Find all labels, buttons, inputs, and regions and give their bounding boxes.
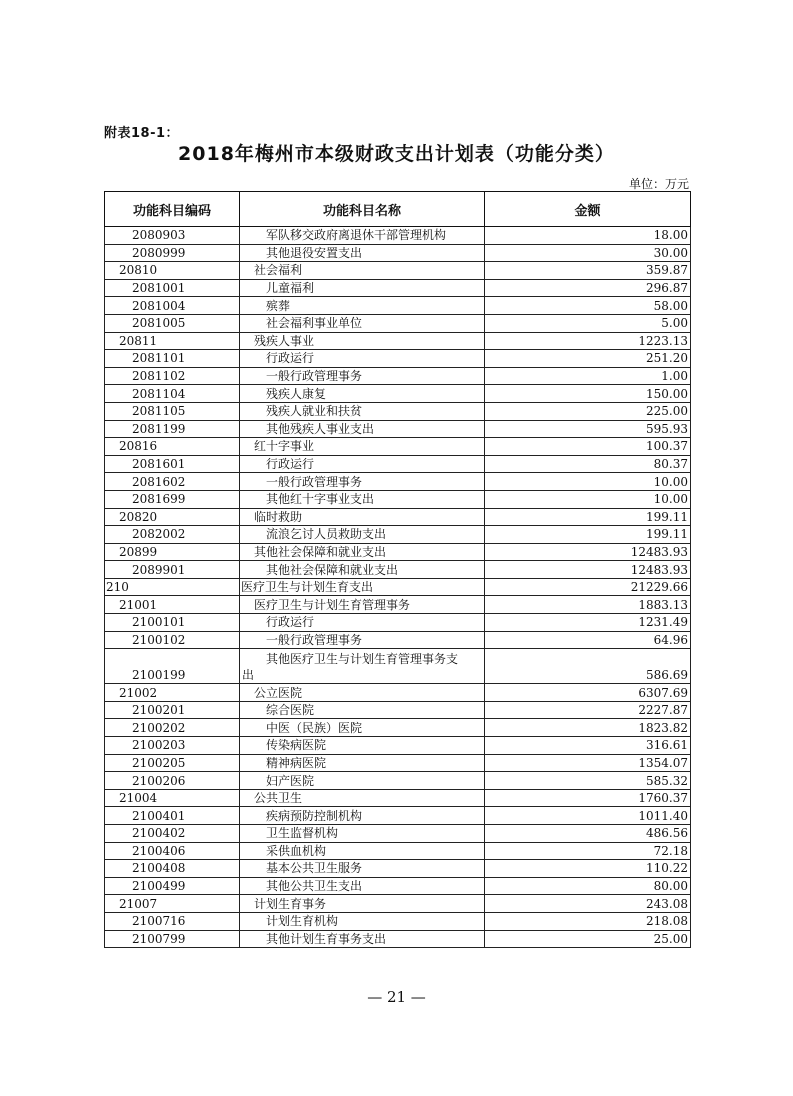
table-row [105,508,691,526]
cell-name: 精神病医院 [240,754,485,772]
table-row [105,877,691,895]
table-body [105,227,691,948]
cell-name: 其他红十字事业支出 [240,490,485,508]
cell-amount: 58.00 [485,297,691,315]
cell-code: 2100205 [105,754,240,772]
cell-code: 2082002 [105,526,240,544]
cell-amount: 80.37 [485,455,691,473]
cell-code: 2081602 [105,473,240,491]
cell-name: 行政运行 [240,455,485,473]
cell-name: 采供血机构 [240,842,485,860]
cell-name: 计划生育机构 [240,912,485,930]
table-row [105,912,691,930]
cell-amount: 10.00 [485,473,691,491]
cell-amount: 6307.69 [485,684,691,702]
cell-name: 医疗卫生与计划生育管理事务 [240,596,485,614]
cell-name-line2: 出 [242,668,255,683]
cell-code: 20899 [105,543,240,561]
cell-amount: 18.00 [485,227,691,245]
table-row [105,402,691,420]
cell-code: 2100101 [105,614,240,632]
cell-name: 基本公共卫生服务 [240,860,485,878]
table-row [105,279,691,297]
cell-amount: 316.61 [485,737,691,755]
cell-amount: 72.18 [485,842,691,860]
table-row [105,350,691,368]
cell-amount: 1354.07 [485,754,691,772]
cell-amount: 586.69 [485,649,691,684]
table-row [105,684,691,702]
cell-code: 2080903 [105,227,240,245]
cell-name: 综合医院 [240,701,485,719]
cell-code: 21004 [105,789,240,807]
table-row [105,526,691,544]
table-header [105,192,691,227]
table-row [105,543,691,561]
table-row [105,719,691,737]
cell-name: 残疾人康复 [240,385,485,403]
header-amount: 金额 [485,192,691,227]
table-row [105,227,691,245]
cell-amount: 199.11 [485,526,691,544]
cell-name: 军队移交政府离退休干部管理机构 [240,227,485,245]
cell-code: 2100402 [105,825,240,843]
cell-name: 一般行政管理事务 [240,367,485,385]
cell-name: 公立医院 [240,684,485,702]
cell-name: 医疗卫生与计划生育支出 [240,578,485,596]
cell-code: 2081601 [105,455,240,473]
cell-amount: 199.11 [485,508,691,526]
cell-code: 2080999 [105,244,240,262]
cell-code: 2100408 [105,860,240,878]
cell-name: 其他退役安置支出 [240,244,485,262]
cell-amount: 296.87 [485,279,691,297]
cell-name: 传染病医院 [240,737,485,755]
table-row [105,262,691,280]
cell-code: 210 [105,578,240,596]
cell-name: 残疾人事业 [240,332,485,350]
cell-code: 2100202 [105,719,240,737]
cell-name: 红十字事业 [240,438,485,456]
table-row [105,455,691,473]
cell-code: 2100799 [105,930,240,948]
cell-code: 2081101 [105,350,240,368]
table-row [105,438,691,456]
table-row [105,578,691,596]
table-row [105,473,691,491]
table-row [105,649,691,684]
table-row [105,895,691,913]
cell-code: 2081699 [105,490,240,508]
cell-code: 2100401 [105,807,240,825]
cell-code: 2081102 [105,367,240,385]
cell-amount: 359.87 [485,262,691,280]
cell-amount: 1760.37 [485,789,691,807]
table-row [105,244,691,262]
cell-amount: 21229.66 [485,578,691,596]
budget-table [104,191,691,948]
cell-code: 20810 [105,262,240,280]
cell-code: 21007 [105,895,240,913]
table-row [105,701,691,719]
cell-name: 一般行政管理事务 [240,473,485,491]
cell-name-line1: 其他医疗卫生与计划生育管理事务支 [266,652,459,667]
table-row [105,297,691,315]
table-row [105,860,691,878]
cell-amount: 486.56 [485,825,691,843]
cell-name: 公共卫生 [240,789,485,807]
table-row [105,490,691,508]
cell-name: 妇产医院 [240,772,485,790]
cell-name: 其他社会保障和就业支出 [240,561,485,579]
cell-name: 中医（民族）医院 [240,719,485,737]
cell-code: 21002 [105,684,240,702]
cell-amount: 243.08 [485,895,691,913]
cell-amount: 225.00 [485,402,691,420]
cell-amount: 251.20 [485,350,691,368]
cell-name: 其他社会保障和就业支出 [240,543,485,561]
cell-name: 行政运行 [240,350,485,368]
cell-code: 20811 [105,332,240,350]
cell-name: 社会福利 [240,262,485,280]
cell-code: 2081104 [105,385,240,403]
cell-name: 其他计划生育事务支出 [240,930,485,948]
header-name: 功能科目名称 [240,192,485,227]
page-number: — 21 — [367,988,426,1006]
cell-amount: 1883.13 [485,596,691,614]
table-row [105,596,691,614]
cell-name: 儿童福利 [240,279,485,297]
table-row [105,367,691,385]
cell-name: 社会福利事业单位 [240,314,485,332]
cell-name: 计划生育事务 [240,895,485,913]
table-row [105,737,691,755]
cell-name-wrapped [242,651,482,683]
cell-name: 卫生监督机构 [240,825,485,843]
cell-name: 流浪乞讨人员救助支出 [240,526,485,544]
unit-label: 单位：万元 [628,177,689,191]
cell-amount: 150.00 [485,385,691,403]
cell-name: 残疾人就业和扶贫 [240,402,485,420]
table-row [105,420,691,438]
page-title: 2018年梅州市本级财政支出计划表（功能分类） [178,143,615,165]
cell-code: 21001 [105,596,240,614]
cell-name: 疾病预防控制机构 [240,807,485,825]
table-row [105,825,691,843]
cell-code: 2081199 [105,420,240,438]
cell-code: 2081001 [105,279,240,297]
cell-amount: 12483.93 [485,543,691,561]
table-row [105,807,691,825]
table-row [105,789,691,807]
cell-amount: 585.32 [485,772,691,790]
header-row [105,192,691,227]
cell-name: 其他公共卫生支出 [240,877,485,895]
cell-amount: 1823.82 [485,719,691,737]
cell-code: 2100102 [105,631,240,649]
table-row [105,930,691,948]
cell-amount: 218.08 [485,912,691,930]
table-row [105,842,691,860]
table-row [105,332,691,350]
cell-name [240,649,485,684]
cell-amount: 64.96 [485,631,691,649]
cell-amount: 595.93 [485,420,691,438]
cell-name: 一般行政管理事务 [240,631,485,649]
cell-amount: 100.37 [485,438,691,456]
table-row [105,754,691,772]
cell-amount: 2227.87 [485,701,691,719]
cell-code: 2100201 [105,701,240,719]
cell-code: 20820 [105,508,240,526]
cell-amount: 12483.93 [485,561,691,579]
cell-name: 殡葬 [240,297,485,315]
cell-code: 2089901 [105,561,240,579]
cell-code: 2100406 [105,842,240,860]
cell-code: 20816 [105,438,240,456]
cell-amount: 1011.40 [485,807,691,825]
table-row [105,614,691,632]
table-row [105,561,691,579]
cell-code: 2081005 [105,314,240,332]
cell-code: 2100206 [105,772,240,790]
table-row [105,314,691,332]
cell-code: 2100203 [105,737,240,755]
cell-amount: 5.00 [485,314,691,332]
cell-code: 2100716 [105,912,240,930]
cell-amount: 30.00 [485,244,691,262]
cell-code: 2081105 [105,402,240,420]
cell-amount: 1.00 [485,367,691,385]
cell-amount: 1223.13 [485,332,691,350]
table-row [105,772,691,790]
cell-amount: 25.00 [485,930,691,948]
attachment-label: 附表18-1： [104,126,180,141]
cell-amount: 80.00 [485,877,691,895]
cell-code: 2100199 [105,649,240,684]
cell-name: 临时救助 [240,508,485,526]
cell-amount: 10.00 [485,490,691,508]
cell-name: 其他残疾人事业支出 [240,420,485,438]
cell-name: 行政运行 [240,614,485,632]
cell-amount: 110.22 [485,860,691,878]
table-row [105,385,691,403]
cell-amount: 1231.49 [485,614,691,632]
header-code: 功能科目编码 [105,192,240,227]
table-row [105,631,691,649]
cell-code: 2081004 [105,297,240,315]
cell-code: 2100499 [105,877,240,895]
